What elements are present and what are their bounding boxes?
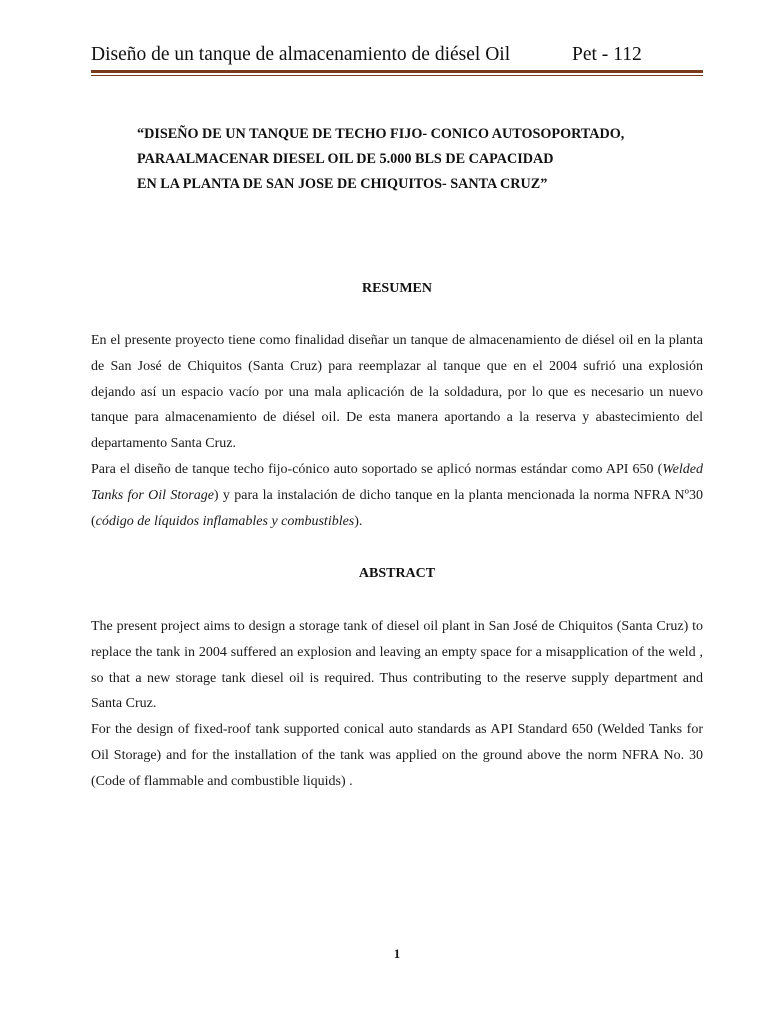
resumen-body [91,328,703,534]
header-course-code: Pet - 112 [572,44,642,65]
page-header [91,44,703,72]
resumen-paragraph-2 [91,457,703,534]
resumen-paragraph-1: En el presente proyecto tiene como finalidad diseñar un tanque de almacenamiento de diésel oil en la planta de San José de Chiquitos (Santa Cruz) para reemplazar al tanque que en el 2004 sufrió una explosión dejando así un espacio vacío por una mala aplicación de la soldadura, por lo que es necesario un nuevo tanque para almacenamiento de diésel oil. De esta manera aportando a la reserva y abastecimiento del departamento Santa Cruz. [91,333,703,452]
header-rule-thin [91,75,703,76]
resumen-p2-italic-code: código de líquidos inflamables y combustibles [95,513,355,529]
abstract-paragraph-2: For the design of fixed-roof tank supported conical auto standards as API Standard 650 (Welded Tanks for Oil Storage) and for the installation of the tank was applied on the ground above the norm NFRA No. 30 (Code of flammable and combustible liquids) . [91,722,703,789]
title-line: EN LA PLANTA DE SAN JOSE DE CHIQUITOS- SANTA CRUZ” [137,176,548,192]
resumen-p2-text: Para el diseño de tanque techo fijo-cónico auto soportado se aplicó normas estándar como API 650 ( [91,461,663,477]
document-title [137,122,624,197]
resumen-p2-italic-standard: Welded Tanks for Oil Storage [91,461,703,503]
abstract-heading: ABSTRACT [358,566,436,581]
resumen-p2-text: ). [354,513,363,529]
resumen-heading: RESUMEN [361,281,432,296]
header-document-title: Diseño de un tanque de almacenamiento de diésel Oil [91,44,511,65]
page-number: 1 [393,946,401,961]
header-rule-thick [91,70,703,73]
abstract-paragraph-1: The present project aims to design a storage tank of diesel oil plant in San José de Chiquitos (Santa Cruz) to replace the tank in 2004 suffered an explosion and leaving an empty space for a misapplication of the weld , so that a new storage tank diesel oil is required. Thus contributing to the reserve supply department and Santa Cruz. [91,619,703,712]
resumen-p2-text: ) y para la instalación de dicho tanque en la planta mencionada la norma NFRA Nº30 ( [91,487,703,529]
title-line: PARAALMACENAR DIESEL OIL DE 5.000 BLS DE CAPACIDAD [137,151,554,167]
abstract-body [91,614,703,795]
title-line: “DISEÑO DE UN TANQUE DE TECHO FIJO- CONICO AUTOSOPORTADO, [137,126,625,142]
